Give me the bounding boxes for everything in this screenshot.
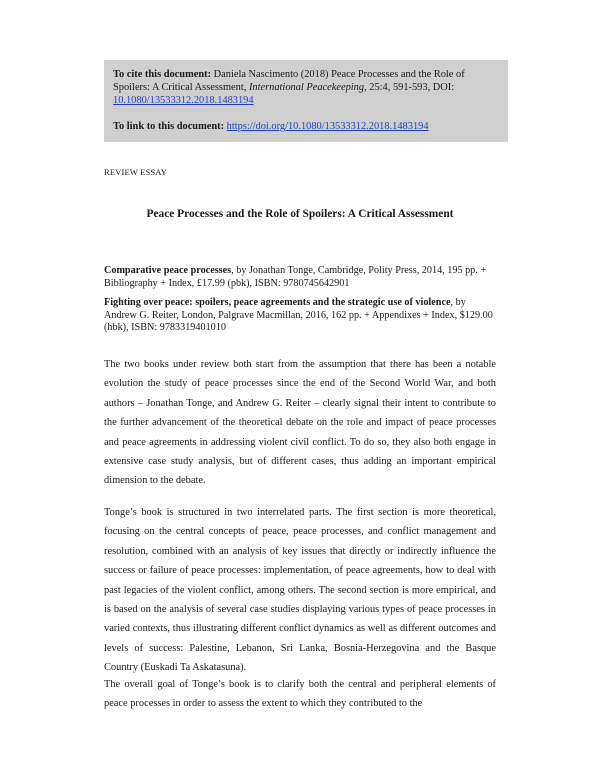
article-title: Peace Processes and the Role of Spoilers: A Critical Assessment	[146, 208, 454, 220]
body-paragraph-1: The two books under review both start from the assumption that there has been a notable evolution the study of peace processes since the end of the Second World War, and both authors – Jonathan Tonge, and Andrew G. Reiter – clearly signal their intent to contribute to the further advancement of the theoretical debate on the role and impact of peace processes and peace agreements in addressing violent civil conflict. To do so, they also both engage in extensive case study analysis, but of different cases, thus adding an important empirical dimension to the debate.	[104, 359, 496, 487]
book-entry-1	[104, 265, 496, 290]
link-label: To link to this document:	[113, 121, 225, 132]
book-details: , by Andrew G. Reiter, London, Palgrave Macmillan, 2016, 162 pp. + Appendixes + Index, $129.00 (hbk), ISBN: 9783319401010	[104, 297, 493, 333]
book-details: , by Jonathan Tonge, Cambridge, Polity Press, 2014, 195 pp. + Bibliography + Index, £17.99 (pbk), ISBN: 9780745642901	[104, 265, 487, 289]
doi-url-link[interactable]: https://doi.org/10.1080/13533312.2018.1483194	[226, 121, 429, 132]
doi-link[interactable]: 10.1080/13533312.2018.1483194	[113, 95, 254, 106]
link-line	[113, 120, 500, 133]
section-label: REVIEW ESSAY	[104, 167, 168, 177]
cite-text-a: Daniela Nascimento (2018) Peace Processes and the Role of Spoilers: A Critical Assessment,	[113, 69, 465, 93]
book-title: Comparative peace processes	[104, 265, 232, 276]
body-paragraph-2: Tonge’s book is structured in two interrelated parts. The first section is more theoretical, focusing on the central concepts of peace, peace processes, and conflict management and resolution, combined with an analysis of key issues that directly or indirectly influence the success or failure of peace processes: implementation, of peace agreements, how to deal with past legacies of the violent conflict, among others. The second section is more empirical, and is based on the analysis of several case studies displaying various types of peace processes in varied contexts, thus illustrating different conflict dynamics as well as different outcomes and levels of success: Palestine, Lebanon, Sri Lanka, Bosnia-Herzegovina and the Basque Country (Euskadi Ta Askatasuna).	[104, 507, 496, 674]
book-title: Fighting over peace: spoilers, peace agreements and the strategic use of violence	[104, 297, 451, 308]
cite-text-b: , 25:4, 591-593, DOI:	[364, 82, 455, 93]
journal-name: International Peacekeeping	[248, 82, 365, 93]
citation-text	[113, 68, 500, 107]
body-paragraph-3: The overall goal of Tonge’s book is to clarify both the central and peripheral elements of peace processes in order to assess the extent to which they contributed to the	[104, 679, 496, 710]
book-entry-2	[104, 297, 496, 335]
cite-label: To cite this document:	[113, 69, 212, 80]
citation-box	[104, 60, 508, 142]
